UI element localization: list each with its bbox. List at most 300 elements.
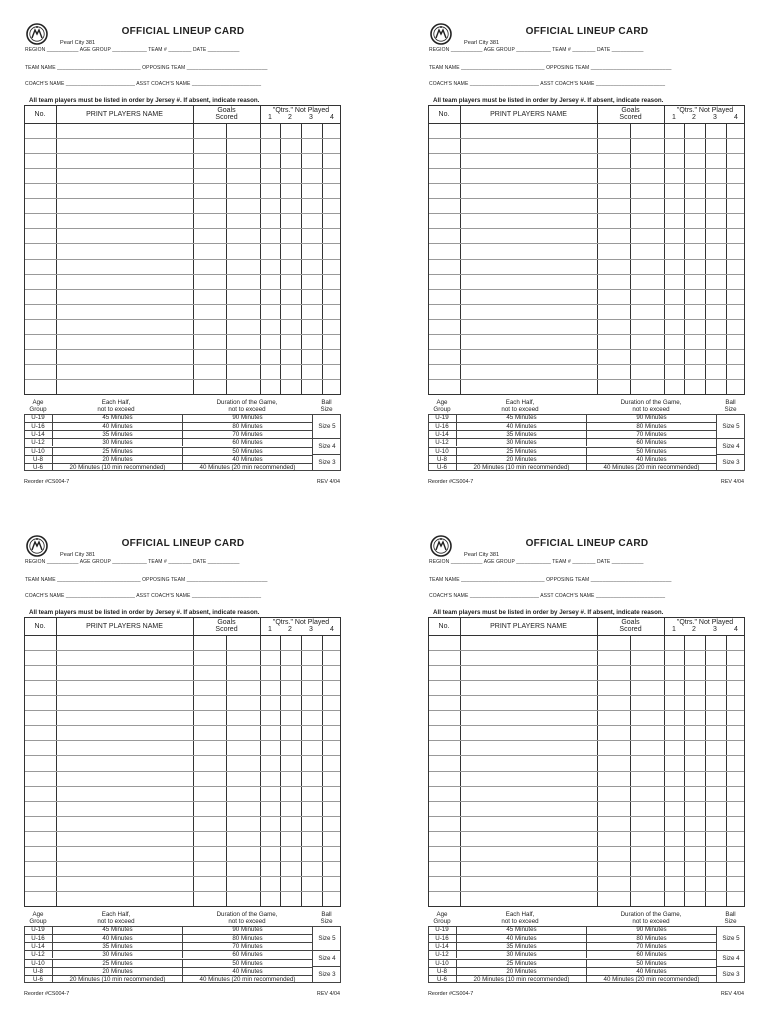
age-row-age: U-8 [428,455,456,463]
no-header: No. [34,111,46,118]
region-line: REGION ___________ AGE GROUP ____________ TEAM # ________ DATE ___________ [429,559,644,565]
age-row [428,463,745,471]
half-header-1: Each Half, [505,911,535,918]
half-header-2: not to exceed [501,406,539,413]
player-row-line [25,831,340,832]
age-row [428,942,745,950]
ball-header-2: Size [320,406,333,413]
age-row-half: 20 Minutes (10 min recommended) [456,463,586,471]
age-row-age: U-12 [428,438,456,446]
name-header: PRINT PLAYERS NAME [490,111,567,118]
age-row-age: U-6 [428,463,456,471]
player-row-line [25,710,340,711]
qtrs-header: "Qtrs." Not Played [676,107,734,114]
age-header-2: Group [433,406,451,413]
age-row-half: 20 Minutes [456,455,586,463]
player-row-line [25,725,340,726]
age-row-age: U-14 [24,942,52,950]
qtrs-header: "Qtrs." Not Played [272,619,330,626]
player-row-line [25,168,340,169]
age-row-game: 60 Minutes [586,438,716,446]
age-row-age: U-19 [435,926,449,933]
age-row [24,942,341,950]
player-row-line [429,695,744,696]
age-row [428,455,745,463]
age-row [24,447,341,455]
age-row-half: 20 Minutes (10 min recommended) [456,975,586,983]
player-row-line [429,379,744,380]
age-header-1: Age [32,911,44,918]
player-row-line [25,665,340,666]
player-row-line [429,228,744,229]
duration-header-2: not to exceed [228,406,266,413]
duration-header-2: not to exceed [632,918,670,925]
player-row-line [25,846,340,847]
age-row [428,934,745,942]
lineup-card [428,532,746,1002]
age-row-game: 40 Minutes (20 min recommended) [586,975,716,983]
qtr-3-header: 3 [309,114,313,121]
age-row-half: 20 Minutes (10 min recommended) [52,975,182,983]
player-row-line [429,334,744,335]
age-row-age: U-6 [24,463,52,471]
ball-size-3: Size 3 [312,455,341,471]
age-row-half: 25 Minutes [456,959,586,967]
player-row-line [429,771,744,772]
age-row-age: U-8 [24,455,52,463]
reorder-number: Reorder #CS004-7 [24,991,70,997]
coach-name-line: COACH'S NAME ________________________ ASST COACH'S NAME ________________________ [429,81,666,87]
age-row-age: U-8 [24,967,52,975]
no-header: No. [438,623,450,630]
player-row-line [429,364,744,365]
age-row-age: U-12 [24,950,52,958]
col-divider [664,106,665,394]
age-row-game: 50 Minutes [182,447,312,455]
ball-header-1: Ball [321,911,332,918]
ball-size-4: Size 4 [312,439,341,455]
qtr-2-header: 2 [288,114,292,121]
age-row-game: 40 Minutes [182,967,312,975]
age-header-1: Age [436,911,448,918]
ball-header-2: Size [320,918,333,925]
name-header: PRINT PLAYERS NAME [86,623,163,630]
player-row-line [25,259,340,260]
age-row-game: 90 Minutes [182,926,312,934]
duration-header-1: Duration of the Game, [216,399,278,406]
grid-header [429,618,744,636]
qtr-4-header: 4 [734,626,738,633]
player-row-line [429,891,744,892]
team-name-line: TEAM NAME _____________________________ OPPOSING TEAM ____________________________ [25,577,268,583]
instruction-text: All team players must be listed in order by Jersey #. If absent, indicate reason. [433,97,664,104]
ball-size-3: Size 3 [312,967,341,983]
player-row-line [25,138,340,139]
age-row-half: 20 Minutes [52,967,182,975]
age-row-age: U-16 [24,934,52,942]
age-row-age: U-14 [428,942,456,950]
region-value: Pearl City 381 [60,40,96,46]
player-row-line [25,816,340,817]
age-row-game: 80 Minutes [182,934,312,942]
age-row-age: U-12 [24,438,52,446]
half-header-2: not to exceed [501,918,539,925]
player-row-line [429,289,744,290]
player-row-line [25,801,340,802]
age-row-age: U-16 [24,422,52,430]
player-row-line [429,665,744,666]
player-row-line [429,183,744,184]
player-row-line [429,831,744,832]
age-row-half: 45 Minutes [456,926,586,934]
qtr-1-header: 1 [268,626,272,633]
age-header-2: Group [29,918,47,925]
age-row-age: U-16 [428,422,456,430]
player-row-line [25,680,340,681]
age-row-game: 90 Minutes [182,414,312,422]
reorder-number: Reorder #CS004-7 [24,479,70,485]
age-header-1: Age [436,399,448,406]
age-row-game: 70 Minutes [182,942,312,950]
player-row-line [429,710,744,711]
ball-size-3: Size 3 [716,455,745,471]
goals-header-1: Goals [217,107,236,114]
goals-header-2: Scored [215,626,238,633]
player-row-line [25,695,340,696]
region-value: Pearl City 381 [464,40,500,46]
col-divider [56,106,57,394]
age-row [24,414,341,422]
ball-header-1: Ball [725,911,736,918]
qtrs-header: "Qtrs." Not Played [272,107,330,114]
player-row-line [25,755,340,756]
age-row-age: U-8 [428,967,456,975]
ball-size-5: Size 5 [716,926,745,951]
qtr-2-header: 2 [692,114,696,121]
qtr-4-header: 4 [330,626,334,633]
ball-size-4: Size 4 [716,439,745,455]
player-row-line [429,861,744,862]
col-divider [260,106,261,394]
age-row-game: 40 Minutes [586,967,716,975]
age-row-game: 40 Minutes [586,455,716,463]
age-row-game: 90 Minutes [586,926,716,934]
player-row-line [429,319,744,320]
ball-size-5: Size 5 [312,926,341,951]
players-grid [428,617,745,907]
age-row-game: 40 Minutes (20 min recommended) [586,463,716,471]
age-row-half: 20 Minutes (10 min recommended) [52,463,182,471]
player-row-line [25,891,340,892]
ball-header-1: Ball [321,399,332,406]
duration-header-2: not to exceed [632,406,670,413]
players-grid [24,105,341,395]
instruction-text: All team players must be listed in order by Jersey #. If absent, indicate reason. [433,609,664,616]
age-row-game: 50 Minutes [586,447,716,455]
goals-header-2: Scored [619,114,642,121]
age-row-game: 40 Minutes (20 min recommended) [182,975,312,983]
qtr-3-header: 3 [713,114,717,121]
age-row-half: 35 Minutes [456,430,586,438]
age-row-game: 70 Minutes [182,430,312,438]
goals-header-1: Goals [217,619,236,626]
age-row-age: U-6 [24,975,52,983]
age-row [428,414,745,422]
qtr-1-header: 1 [672,626,676,633]
age-header-1: Age [32,399,44,406]
team-name-line: TEAM NAME _____________________________ OPPOSING TEAM ____________________________ [429,65,672,71]
half-header-1: Each Half, [505,399,535,406]
age-row-game: 70 Minutes [586,942,716,950]
card-title: OFFICIAL LINEUP CARD [121,26,245,37]
duration-header-1: Duration of the Game, [620,399,682,406]
player-row-line [429,243,744,244]
age-row-half: 40 Minutes [456,934,586,942]
reorder-number: Reorder #CS004-7 [428,991,474,997]
age-row [428,975,745,983]
ball-header-2: Size [724,918,737,925]
player-row-line [25,861,340,862]
age-header-2: Group [433,918,451,925]
qtr-3-header: 3 [713,626,717,633]
qtr-4-header: 4 [330,114,334,121]
revision: REV 4/04 [316,991,340,997]
coach-name-line: COACH'S NAME ________________________ ASST COACH'S NAME ________________________ [25,81,262,87]
age-row-age: U-14 [428,430,456,438]
age-row-age: U-19 [31,926,45,933]
age-row-age: U-10 [428,447,456,455]
duration-header-1: Duration of the Game, [216,911,278,918]
duration-header-2: not to exceed [228,918,266,925]
player-row-line [25,786,340,787]
age-row-half: 40 Minutes [52,934,182,942]
age-row-game: 70 Minutes [586,430,716,438]
age-row-half: 30 Minutes [456,950,586,958]
player-row-line [429,198,744,199]
col-divider [260,618,261,906]
player-row-line [25,198,340,199]
player-row-line [429,650,744,651]
half-header-2: not to exceed [97,918,135,925]
player-row-line [25,771,340,772]
player-row-line [25,213,340,214]
age-row-half: 35 Minutes [456,942,586,950]
age-row-game: 60 Minutes [586,950,716,958]
qtrs-header: "Qtrs." Not Played [676,619,734,626]
ball-size-4: Size 4 [716,951,745,967]
age-row [428,967,745,975]
age-row [24,422,341,430]
player-row-line [25,274,340,275]
lineup-card [24,532,342,1002]
player-row-line [25,334,340,335]
ball-size-5: Size 5 [312,414,341,439]
player-row-line [429,801,744,802]
revision: REV 4/04 [720,479,744,485]
age-row [24,950,341,958]
age-row-age: U-6 [428,975,456,983]
ball-size-3: Size 3 [716,967,745,983]
age-row [428,926,745,934]
age-row-game: 50 Minutes [586,959,716,967]
qtr-1-header: 1 [268,114,272,121]
instruction-text: All team players must be listed in order by Jersey #. If absent, indicate reason. [29,97,260,104]
age-row-age: U-14 [24,430,52,438]
age-row-half: 45 Minutes [52,926,182,934]
player-row-line [25,364,340,365]
name-header: PRINT PLAYERS NAME [86,111,163,118]
team-name-line: TEAM NAME _____________________________ OPPOSING TEAM ____________________________ [25,65,268,71]
player-row-line [429,138,744,139]
player-row-line [25,243,340,244]
age-row [428,422,745,430]
col-divider [597,106,598,394]
half-header-1: Each Half, [101,911,131,918]
age-row [24,959,341,967]
player-row-line [25,289,340,290]
age-row-game: 60 Minutes [182,438,312,446]
player-row-line [429,213,744,214]
goals-header-1: Goals [621,107,640,114]
col-divider [193,106,194,394]
age-row-game: 40 Minutes (20 min recommended) [182,463,312,471]
age-row-half: 30 Minutes [52,438,182,446]
player-row-line [429,680,744,681]
age-row-age: U-19 [31,414,45,421]
age-row-age: U-16 [428,934,456,942]
player-row-line [25,228,340,229]
player-row-line [429,876,744,877]
age-row-half: 25 Minutes [52,959,182,967]
card-title: OFFICIAL LINEUP CARD [525,26,649,37]
coach-name-line: COACH'S NAME ________________________ ASST COACH'S NAME ________________________ [429,593,666,599]
age-row-half: 20 Minutes [52,455,182,463]
age-row [428,438,745,446]
player-row-line [429,274,744,275]
grid-header [429,106,744,124]
age-row-half: 45 Minutes [456,414,586,422]
player-row-line [429,349,744,350]
player-row-line [25,740,340,741]
player-row-line [25,304,340,305]
players-grid [24,617,341,907]
age-row-game: 50 Minutes [182,959,312,967]
player-row-line [429,740,744,741]
team-name-line: TEAM NAME _____________________________ OPPOSING TEAM ____________________________ [429,577,672,583]
player-row-line [25,876,340,877]
age-row [428,430,745,438]
age-row-age: U-12 [428,950,456,958]
age-row-half: 40 Minutes [456,422,586,430]
region-value: Pearl City 381 [60,552,96,558]
age-row-age: U-10 [24,959,52,967]
age-row-game: 80 Minutes [586,422,716,430]
age-row-game: 60 Minutes [182,950,312,958]
age-row-half: 35 Minutes [52,430,182,438]
age-row [24,926,341,934]
age-row [24,455,341,463]
revision: REV 4/04 [316,479,340,485]
col-divider [460,618,461,906]
region-value: Pearl City 381 [464,552,500,558]
col-divider [664,618,665,906]
age-row-game: 40 Minutes [182,455,312,463]
player-row-line [25,183,340,184]
lineup-card [24,20,342,490]
player-row-line [25,153,340,154]
lineup-card [428,20,746,490]
age-row-half: 40 Minutes [52,422,182,430]
col-divider [597,618,598,906]
player-row-line [429,153,744,154]
instruction-text: All team players must be listed in order by Jersey #. If absent, indicate reason. [29,609,260,616]
qtr-2-header: 2 [288,626,292,633]
age-row-game: 80 Minutes [182,422,312,430]
ball-header-1: Ball [725,399,736,406]
age-row-half: 35 Minutes [52,942,182,950]
players-grid [428,105,745,395]
qtr-1-header: 1 [672,114,676,121]
qtr-4-header: 4 [734,114,738,121]
revision: REV 4/04 [720,991,744,997]
age-row-half: 30 Minutes [456,438,586,446]
player-row-line [25,319,340,320]
player-row-line [429,304,744,305]
no-header: No. [438,111,450,118]
region-line: REGION ___________ AGE GROUP ____________ TEAM # ________ DATE ___________ [429,47,644,53]
coach-name-line: COACH'S NAME ________________________ ASST COACH'S NAME ________________________ [25,593,262,599]
age-row [24,438,341,446]
age-row [24,975,341,983]
player-row-line [25,650,340,651]
age-row [428,959,745,967]
age-row-half: 25 Minutes [52,447,182,455]
player-row-line [429,786,744,787]
player-row-line [429,725,744,726]
player-row-line [429,846,744,847]
age-row-age: U-10 [24,447,52,455]
age-row-age: U-10 [428,959,456,967]
player-row-line [429,259,744,260]
col-divider [460,106,461,394]
player-row-line [429,816,744,817]
age-row [24,934,341,942]
ball-size-5: Size 5 [716,414,745,439]
col-divider [193,618,194,906]
age-row-game: 80 Minutes [586,934,716,942]
duration-header-1: Duration of the Game, [620,911,682,918]
player-row-line [429,755,744,756]
age-row-half: 45 Minutes [52,414,182,422]
qtr-2-header: 2 [692,626,696,633]
half-header-2: not to exceed [97,406,135,413]
ball-size-4: Size 4 [312,951,341,967]
no-header: No. [34,623,46,630]
age-row [24,430,341,438]
player-row-line [429,168,744,169]
ball-header-2: Size [724,406,737,413]
name-header: PRINT PLAYERS NAME [490,623,567,630]
grid-header [25,106,340,124]
goals-header-2: Scored [215,114,238,121]
region-line: REGION ___________ AGE GROUP ____________ TEAM # ________ DATE ___________ [25,559,240,565]
goals-header-2: Scored [619,626,642,633]
region-line: REGION ___________ AGE GROUP ____________ TEAM # ________ DATE ___________ [25,47,240,53]
age-row-age: U-19 [435,414,449,421]
half-header-1: Each Half, [101,399,131,406]
age-header-2: Group [29,406,47,413]
age-row-half: 30 Minutes [52,950,182,958]
